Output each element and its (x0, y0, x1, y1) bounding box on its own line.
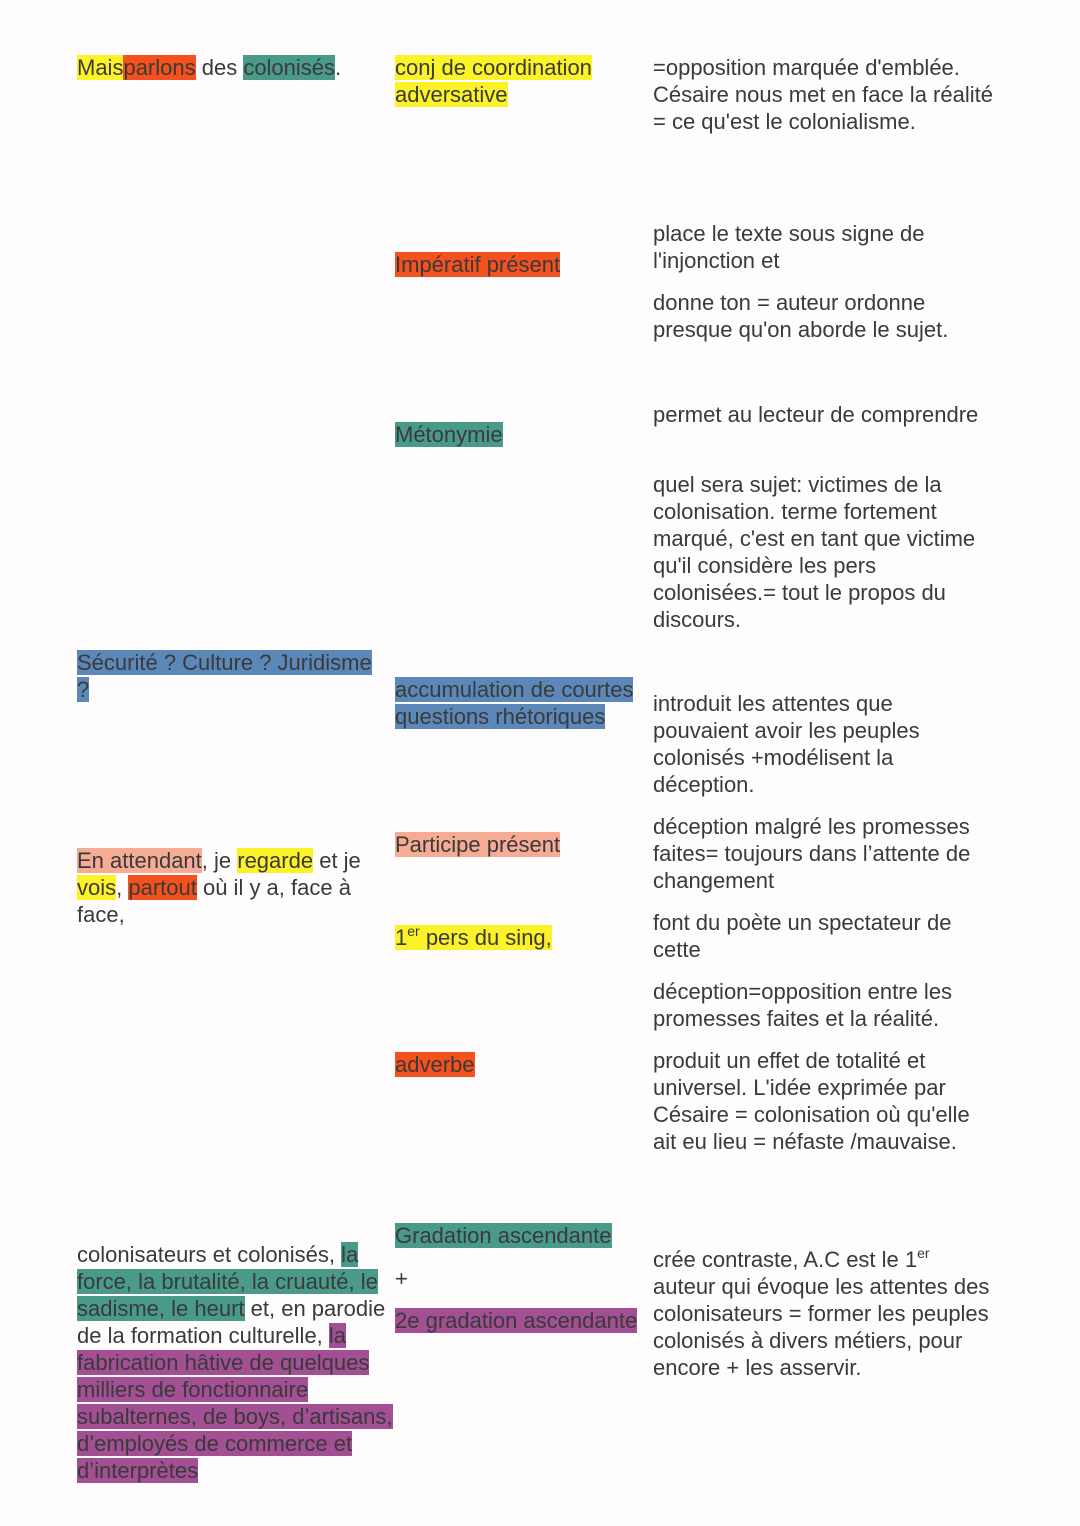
figure-label-part: pers du sing, (419, 925, 552, 950)
figure-adverbe (395, 1051, 655, 1078)
figure-imperatif (395, 251, 655, 278)
figure-label: Métonymie (395, 422, 503, 447)
quote-mais-parlons (77, 54, 387, 81)
figure-gradation-ascendante (395, 1222, 655, 1249)
analysis-victimes: quel sera sujet: victimes de la colonisation. terme fortement marqué, c'est en tant que victime qu'il considère les pers colonisées.= tout le propos du discours. (653, 472, 976, 632)
highlight-questions: Sécurité ? Culture ? Juridisme (77, 650, 372, 675)
figure-label: Participe présent (395, 832, 561, 857)
analysis-text: crée contraste, A.C est le 1 (653, 1247, 918, 1272)
figure-label: conj de coordination (395, 55, 592, 80)
figure-2e-gradation (395, 1307, 655, 1334)
quote-text: , je (201, 848, 238, 873)
figure-metonymie (395, 421, 655, 448)
figure-premiere-personne (395, 924, 655, 951)
superscript: er (407, 923, 420, 939)
analysis-contraste (653, 1246, 993, 1381)
quote-en-attendant (77, 847, 377, 928)
analysis-spectateur: font du poète un spectateur de cette (653, 910, 952, 962)
figure-label-part: 1 (395, 925, 408, 950)
analysis-deception-opposition: déception=opposition entre les promesses faites et la réalité. (653, 979, 953, 1031)
highlight-vois: vois (77, 875, 117, 900)
quote-securite (77, 649, 387, 703)
figure-label: questions rhétoriques (395, 704, 606, 729)
analysis-injonction: place le texte sous signe de l'injonction et (653, 221, 925, 273)
highlight-parlons: parlons (123, 55, 196, 80)
quote-text: et je (313, 848, 361, 873)
highlight-gradation-2: la fabrication hâtive de quelques milliers de fonctionnaire subalternes, de boys, d’artisans, d’employés de commerce et d’interprètes (77, 1323, 393, 1483)
quote-text: , (116, 875, 129, 900)
highlight-regarde: regarde (237, 848, 314, 873)
highlight-partout: partout (128, 875, 197, 900)
figure-label: 2e gradation ascendante (395, 1308, 638, 1333)
highlight-mais: Mais (77, 55, 124, 80)
analysis-comprendre: permet au lecteur de comprendre (653, 402, 979, 427)
analysis-totalite: produit un effet de totalité et universel. L'idée exprimée par Césaire = colonisation où qu'elle ait eu lieu = néfaste /mauvaise. (653, 1048, 970, 1154)
analysis-attentes: introduit les attentes que pouvaient avoir les peuples colonisés +modélisent la déception. (653, 691, 920, 797)
quote-text: où il y a, face à face, (77, 875, 351, 927)
figure-accumulation (395, 676, 657, 730)
superscript: er (917, 1245, 930, 1261)
figure-conj-coordination (395, 54, 655, 108)
highlight-en-attendant: En attendant (77, 848, 202, 873)
figure-label: accumulation de courtes (395, 677, 634, 702)
quote-text: colonisateurs et colonisés, (77, 1242, 342, 1267)
figure-label: adverbe (395, 1052, 475, 1077)
analysis-ton: donne ton = auteur ordonne presque qu'on aborde le sujet. (653, 290, 949, 342)
quote-text: et, en parodie de la formation culturelle, (77, 1296, 386, 1348)
quote-text: des (195, 55, 244, 80)
figure-label: adversative (395, 82, 508, 107)
figure-participe-present (395, 831, 655, 858)
analysis-text: auteur qui évoque les attentes des colonisateurs = former les peuples colonisés à divers métiers, pour encore + les asservir. (653, 1274, 990, 1380)
plus-sign: + (395, 1266, 408, 1291)
figure-label: Impératif présent (395, 252, 561, 277)
quote-colonisateurs (77, 1241, 397, 1484)
analysis-opposition: =opposition marquée d'emblée. Césaire nous met en face la réalité = ce qu'est le colonialisme. (653, 55, 993, 134)
analysis-deception: déception malgré les promesses faites= toujours dans l’attente de changement (653, 814, 971, 893)
figure-label (395, 925, 552, 950)
figure-label: Gradation ascendante (395, 1223, 612, 1248)
highlight-gradation-1: la force, la brutalité, la cruauté, le sadisme, le heurt (77, 1242, 378, 1321)
quote-text: . (335, 55, 342, 80)
highlight-questions: ? (77, 677, 90, 702)
highlight-colonises: colonisés (243, 55, 336, 80)
